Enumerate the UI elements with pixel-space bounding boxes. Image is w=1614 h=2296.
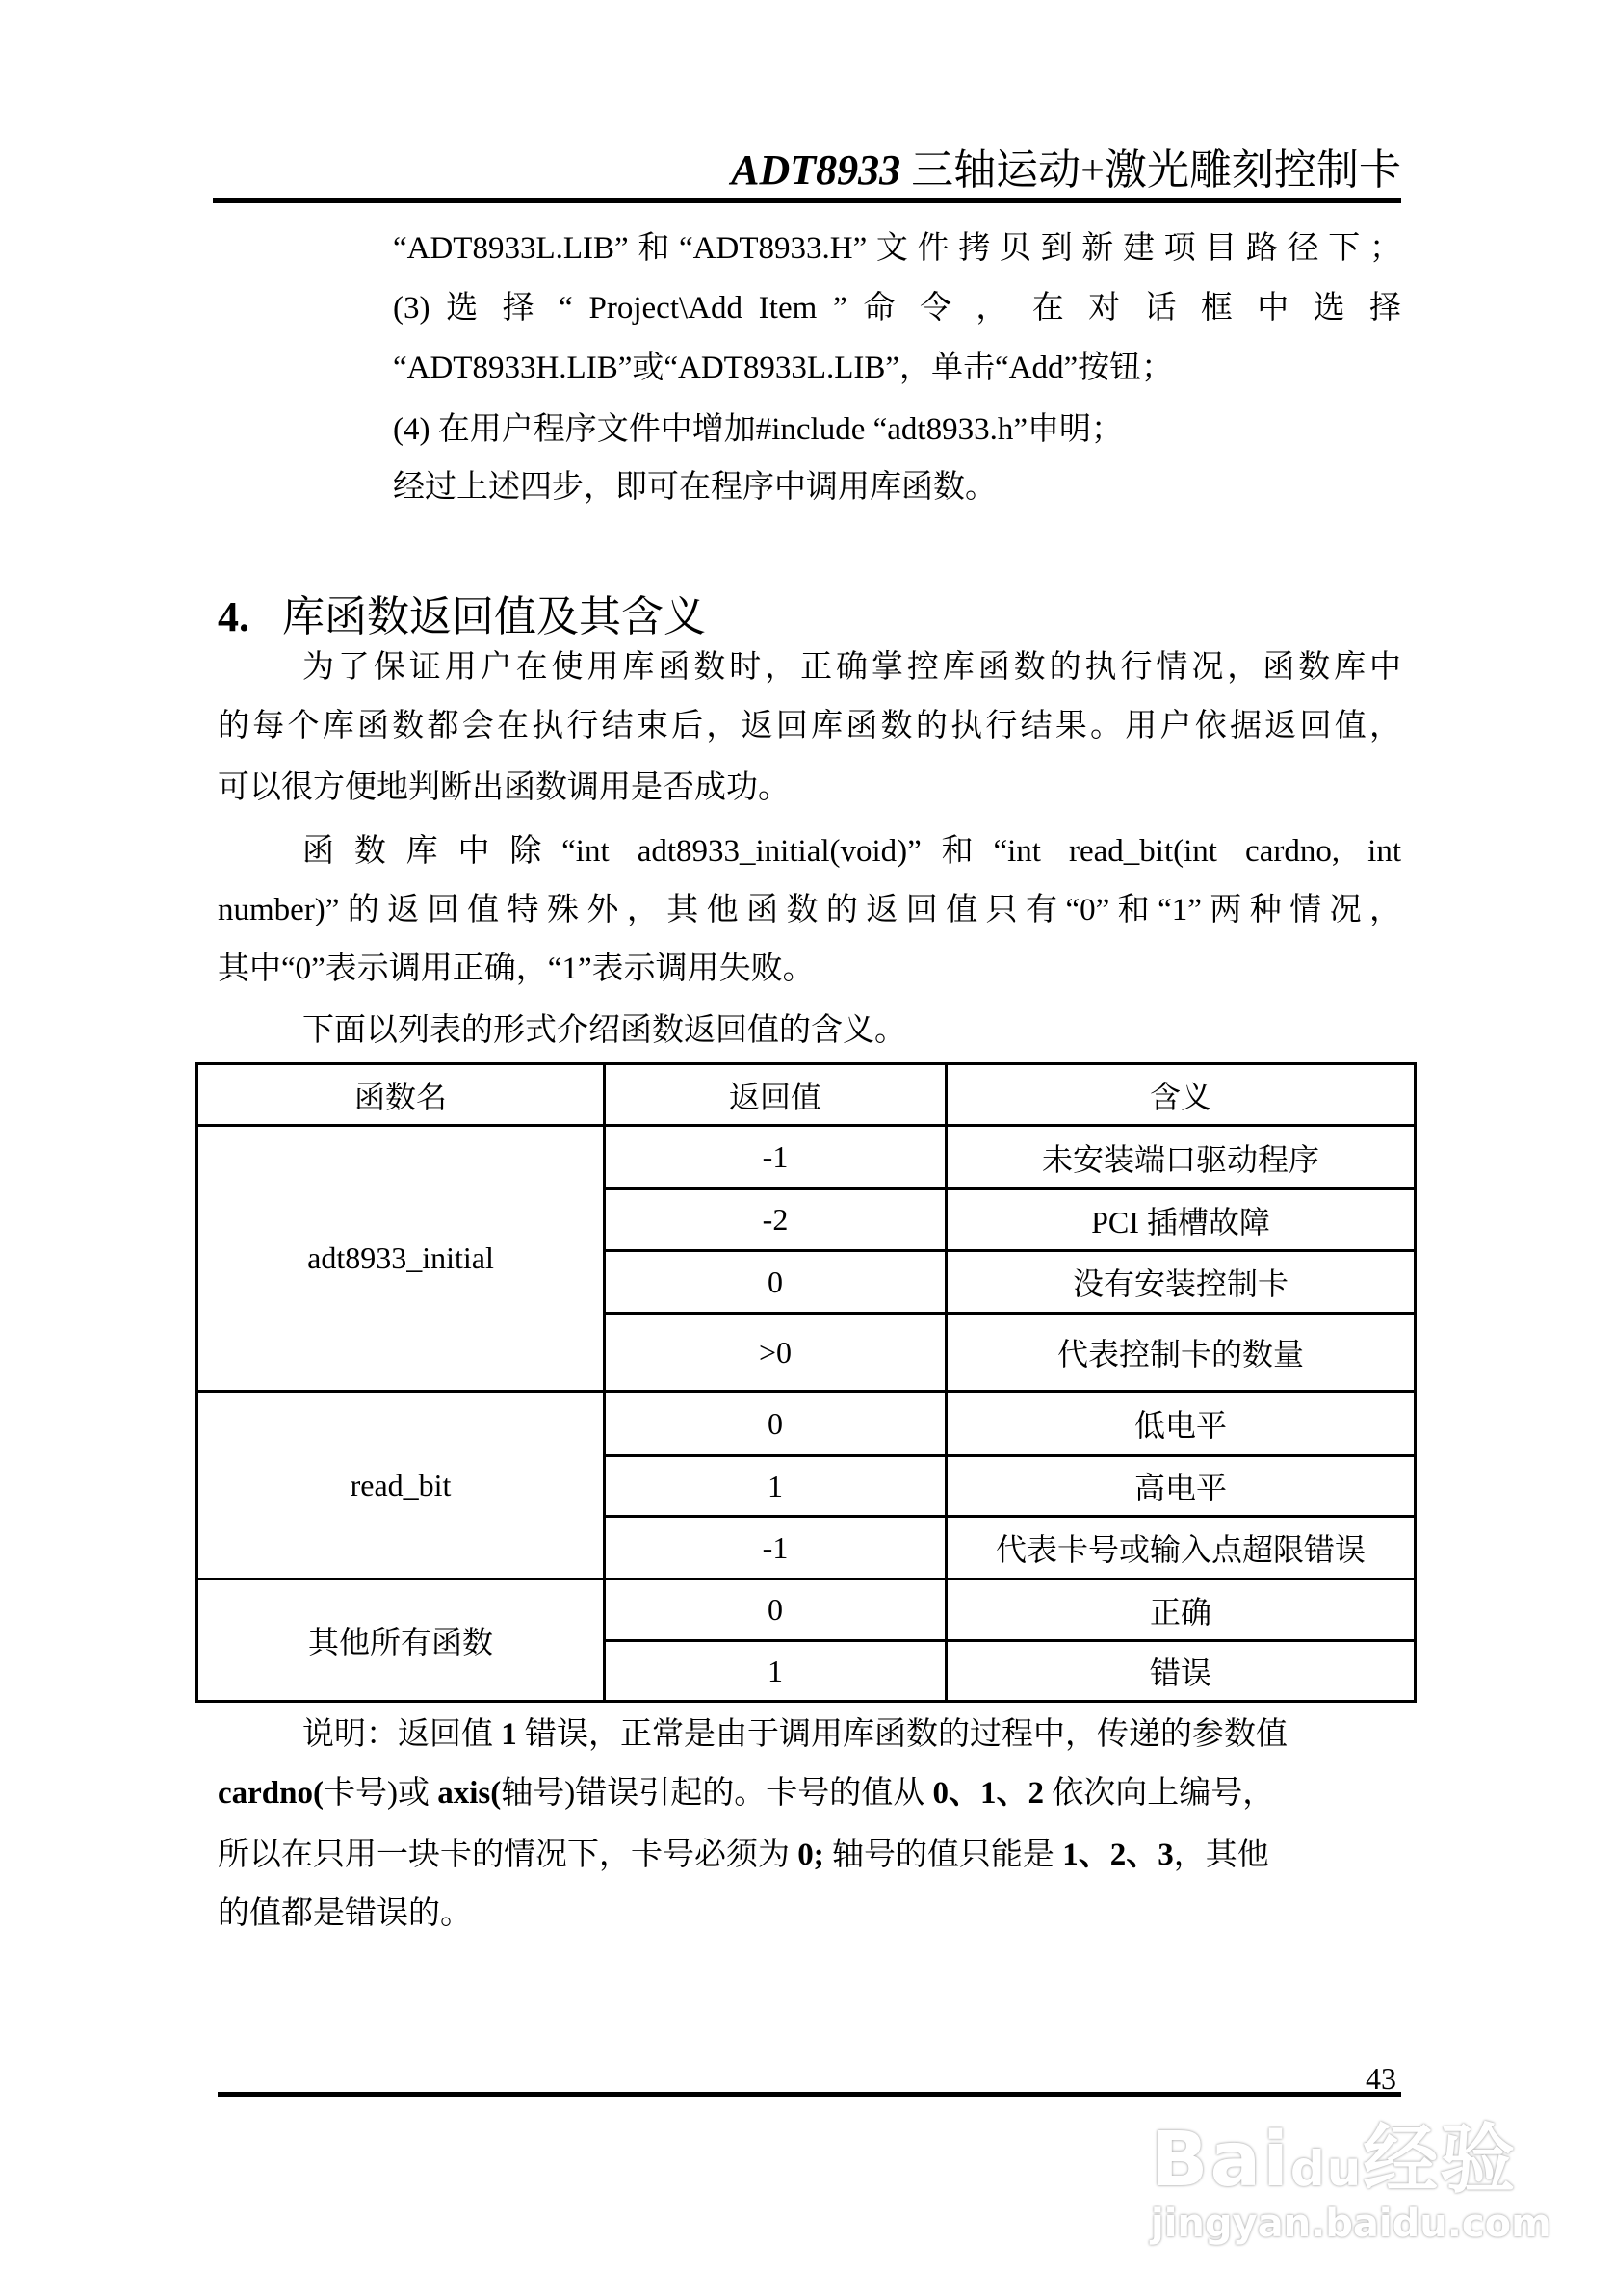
header-cell: 返回值 (605, 1064, 947, 1126)
table-header-row (197, 1064, 1416, 1126)
note-text: 轴号)错误引起的。卡号的值从 (501, 1776, 933, 1811)
meaning-cell: 没有安装控制卡 (947, 1251, 1416, 1314)
note-line: 的值都是错误的。 (218, 1896, 472, 1931)
running-header (731, 135, 1401, 196)
page-number: 43 (1366, 2061, 1396, 2096)
return-value-cell: 0 (605, 1579, 947, 1641)
paragraph-line: 下面以列表的形式介绍函数返回值的含义。 (302, 1013, 906, 1048)
baidu-watermark (1151, 2100, 1551, 2246)
header-rule (213, 198, 1401, 203)
return-value-cell: -1 (605, 1517, 947, 1579)
return-value-cell: 0 (605, 1392, 947, 1456)
meaning-cell: 代表控制卡的数量 (947, 1314, 1416, 1392)
function-name-cell: 其他所有函数 (197, 1579, 605, 1702)
note-line (218, 1836, 1269, 1874)
watermark-logo: Baidu经验 (1151, 2117, 1518, 2204)
note-line (302, 1715, 1288, 1754)
note-text: 说明：返回值 (302, 1717, 502, 1752)
meaning-cell: 代表卡号或输入点超限错误 (947, 1517, 1416, 1579)
paragraph-line: 的每个库函数都会在执行结束后，返回库函数的执行结果。用户依据返回值， (218, 709, 1401, 744)
watermark-url: jingyan.baidu.com (1151, 2202, 1551, 2246)
meaning-cell: 低电平 (947, 1392, 1416, 1456)
header-cell: 含义 (947, 1064, 1416, 1126)
note-text: 依次向上编号， (1044, 1776, 1275, 1811)
return-value-cell: 0 (605, 1251, 947, 1314)
meaning-cell: 错误 (947, 1641, 1416, 1702)
header-title: 三轴运动+激光雕刻控制卡 (911, 146, 1401, 194)
note-bold: 0; (797, 1838, 824, 1872)
table-row (197, 1126, 1416, 1189)
meaning-cell: PCI 插槽故障 (947, 1189, 1416, 1251)
return-value-cell: 1 (605, 1641, 947, 1702)
function-name-cell: read_bit (197, 1392, 605, 1579)
intro-line: 经过上述四步，即可在程序中调用库函数。 (393, 470, 997, 505)
note-bold: axis( (437, 1776, 502, 1811)
return-value-cell: -2 (605, 1189, 947, 1251)
return-value-table (195, 1062, 1417, 1703)
intro-line: “ADT8933L.LIB”和“ADT8933.H”文件拷贝到新建项目路径下； (393, 231, 1401, 266)
note-bold: 1、2、3 (1062, 1838, 1174, 1872)
table-row (197, 1579, 1416, 1641)
intro-line: “ADT8933H.LIB”或“ADT8933L.LIB”，单击“Add”按钮； (393, 351, 1174, 385)
note-text: 所以在只用一块卡的情况下，卡号必须为 (218, 1838, 798, 1872)
paragraph-line: 为了保证用户在使用库函数时，正确掌控库函数的执行情况，函数库中 (302, 650, 1401, 685)
paragraph-line: 函数库中除“int adt8933_initial(void)”和“int read_bit(int cardno, int (302, 834, 1401, 869)
note-bold: cardno( (218, 1776, 324, 1811)
return-value-cell: 1 (605, 1456, 947, 1517)
note-text: ，其他 (1173, 1838, 1269, 1872)
return-value-cell: >0 (605, 1314, 947, 1392)
section-title: 库函数返回值及其含义 (282, 593, 706, 640)
meaning-cell: 高电平 (947, 1456, 1416, 1517)
header-cell: 函数名 (197, 1064, 605, 1126)
meaning-cell: 正确 (947, 1579, 1416, 1641)
note-line (218, 1774, 1274, 1813)
paragraph-line: number)”的返回值特殊外，其他函数的返回值只有“0”和“1”两种情况， (218, 893, 1401, 927)
intro-line: (3) 选 择 “ Project\Add Item ” 命 令 ， 在 对 话 框 中 选 择 (393, 291, 1402, 326)
paragraph-line: 其中“0”表示调用正确，“1”表示调用失败。 (218, 952, 815, 986)
note-text: 错误，正常是由于调用库函数的过程中，传递的参数值 (516, 1717, 1288, 1752)
section-heading (218, 582, 706, 643)
header-model: ADT8933 (731, 146, 901, 194)
table-row (197, 1392, 1416, 1456)
function-name-cell: adt8933_initial (197, 1126, 605, 1392)
meaning-cell: 未安装端口驱动程序 (947, 1126, 1416, 1189)
intro-line: (4) 在用户程序文件中增加#include “adt8933.h”申明； (393, 412, 1123, 447)
note-bold: 0、1、2 (932, 1776, 1044, 1811)
footer-rule (218, 2092, 1401, 2097)
note-bold: 1 (501, 1717, 517, 1752)
note-text: 卡号)或 (324, 1776, 438, 1811)
paragraph-line: 可以很方便地判断出函数调用是否成功。 (218, 770, 790, 805)
return-value-cell: -1 (605, 1126, 947, 1189)
note-text: 轴号的值只能是 (823, 1838, 1063, 1872)
section-number: 4. (218, 593, 249, 640)
